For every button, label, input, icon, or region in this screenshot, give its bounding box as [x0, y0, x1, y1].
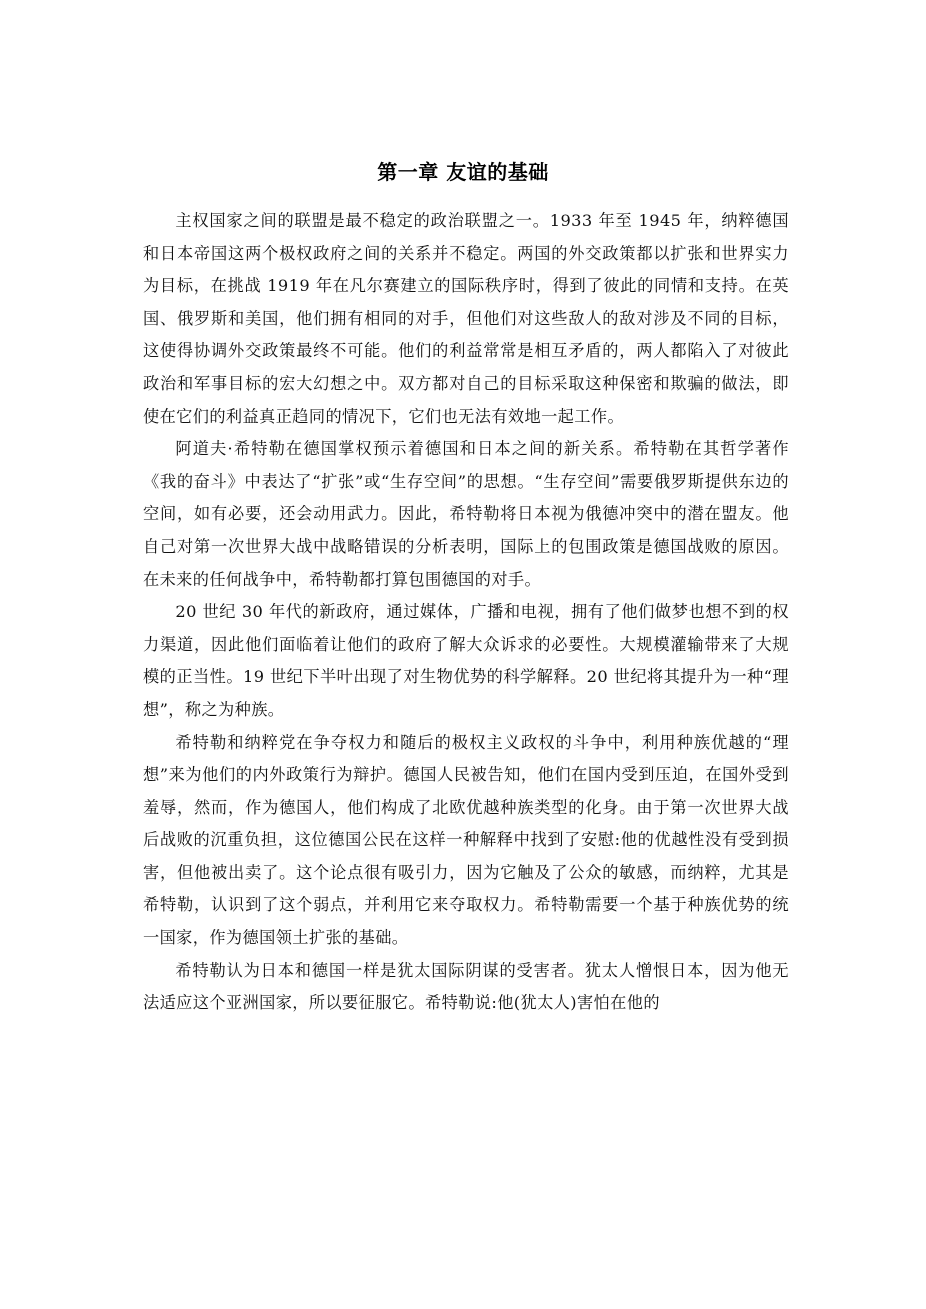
paragraph: 希特勒认为日本和德国一样是犹太国际阴谋的受害者。犹太人憎恨日本，因为他无法适应这个亚洲国家，所以要征服它。希特勒说:他(犹太人)害怕在他的 [143, 960, 789, 1013]
paragraph: 主权国家之间的联盟是最不稳定的政治联盟之一。1933 年至 1945 年，纳粹德国和日本帝国这两个极权政府之间的关系并不稳定。两国的外交政策都以扩张和世界实力为目标，在挑战 1919 年在凡尔赛建立的国际秩序时，得到了彼此的同情和支持。在英国、俄罗斯和美国，他们拥有相同的对手，但他们对这些敌人的敌对涉及不同的目标，这使得协调外交政策最终不可能。他们的利益常常是相互矛盾的，两人都陷入了对彼此政治和军事目标的宏大幻想之中。双方都对自己的目标采取这种保密和欺骗的做法，即使在它们的利益真正趋同的情况下，它们也无法有效地一起工作。 [143, 211, 789, 426]
paragraph: 阿道夫·希特勒在德国掌权预示着德国和日本之间的新关系。希特勒在其哲学著作《我的奋斗》中表达了“扩张”或“生存空间”的思想。“生存空间”需要俄罗斯提供东边的空间，如有必要，还会动用武力。因此，希特勒将日本视为俄德冲突中的潜在盟友。他自己对第一次世界大战中战略错误的分析表明，国际上的包围政策是德国战败的原因。在未来的任何战争中，希特勒都打算包围德国的对手。 [143, 439, 789, 589]
paragraph: 希特勒和纳粹党在争夺权力和随后的极权主义政权的斗争中，利用种族优越的“理想”来为他们的内外政策行为辩护。德国人民被告知，他们在国内受到压迫，在国外受到羞辱，然而，作为德国人，他们构成了北欧优越种族类型的化身。由于第一次世界大战后战败的沉重负担，这位德国公民在这样一种解释中找到了安慰:他的优越性没有受到损害，但他被出卖了。这个论点很有吸引力，因为它触及了公众的敏感，而纳粹，尤其是希特勒，认识到了这个弱点，并利用它来夺取权力。希特勒需要一个基于种族优势的统一国家，作为德国领土扩张的基础。 [143, 732, 789, 948]
body-text [143, 205, 789, 1020]
paragraph: 20 世纪 30 年代的新政府，通过媒体，广播和电视，拥有了他们做梦也想不到的权力渠道，因此他们面临着让他们的政府了解大众诉求的必要性。大规模灌输带来了大规模的正当性。19 世纪下半叶出现了对生物优势的科学解释。20 世纪将其提升为一种“理想”，称之为种族。 [143, 602, 789, 719]
chapter-title: 第一章 友谊的基础 [377, 160, 549, 185]
